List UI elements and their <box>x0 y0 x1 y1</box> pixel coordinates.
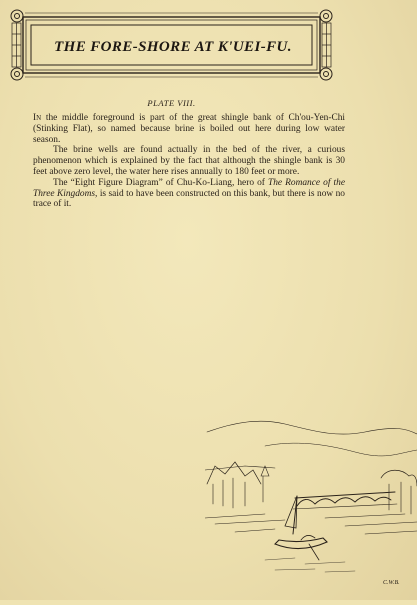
paragraph-2 <box>33 145 345 177</box>
title-banner <box>9 9 334 81</box>
paragraph-3-after: is said to have been constructed on this bank, but there is now no trace of it. <box>33 188 345 210</box>
landscape-drawing-icon <box>205 414 417 600</box>
paragraph-1 <box>33 113 345 145</box>
paragraph-1-text: the middle foreground is part of the great shingle bank of Ch'ou-Yen-Chi (Stinking Flat), so named because brine is boiled out here during low water season. <box>33 113 345 145</box>
paragraph-3-before: The “Eight Figure Diagram” of Chu-Ko-Liang, hero of <box>53 177 269 188</box>
body-text <box>33 113 345 210</box>
river-sketch-illustration <box>205 414 417 600</box>
paragraph-3 <box>33 178 345 210</box>
signature: C.W.B. <box>383 580 400 586</box>
plate-label: PLATE VIII. <box>147 98 196 108</box>
lead-word: In <box>33 113 42 123</box>
page-title: THE FORE-SHORE AT K'UEI-FU. <box>54 39 292 55</box>
paragraph-2-text: The brine wells are found actually in the bed of the river, a curious phenomenon which is explained by the fact that although the shingle bank is 30 feet above zero level, the water here rises annually to 180 feet or more. <box>33 145 345 177</box>
book-title: The Romance of the Three Kingdoms, <box>33 177 345 199</box>
